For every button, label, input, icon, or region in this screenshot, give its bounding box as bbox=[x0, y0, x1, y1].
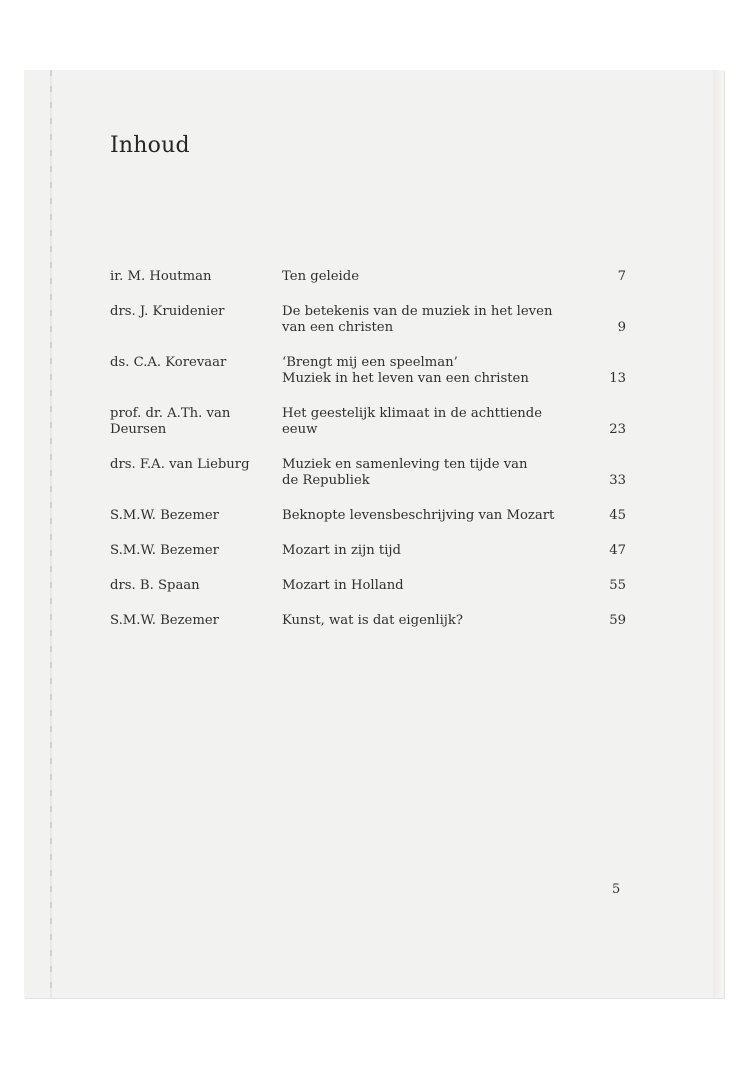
toc-entry bbox=[110, 613, 626, 629]
toc-author bbox=[110, 613, 282, 629]
toc-author-line: drs. J. Kruidenier bbox=[110, 304, 225, 319]
toc-title bbox=[282, 613, 582, 629]
toc-title-line: ‘Brengt mij een speelman’ bbox=[282, 355, 458, 370]
toc-title-line: Mozart in Holland bbox=[282, 578, 404, 593]
toc-author bbox=[110, 543, 282, 559]
toc-author-line: prof. dr. A.Th. van bbox=[110, 406, 231, 421]
toc-title-line: de Republiek bbox=[282, 473, 370, 488]
toc-title-line: Muziek en samenleving ten tijde van bbox=[282, 457, 528, 472]
toc-title-line: Muziek in het leven van een christen bbox=[282, 371, 529, 386]
toc-author bbox=[110, 304, 282, 320]
toc-title-line: De betekenis van de muziek in het leven bbox=[282, 304, 553, 319]
toc-title-line: van een christen bbox=[282, 320, 394, 335]
toc-page-number: 7 bbox=[617, 269, 626, 284]
toc-entry bbox=[110, 355, 626, 387]
toc-title bbox=[282, 406, 582, 438]
toc-title bbox=[282, 355, 582, 387]
binding-stitches bbox=[50, 70, 52, 998]
toc-author bbox=[110, 457, 282, 473]
toc-author-line: S.M.W. Bezemer bbox=[110, 543, 219, 558]
toc-page-number: 33 bbox=[609, 473, 626, 488]
toc-title-line: Het geestelijk klimaat in de achttiende bbox=[282, 406, 543, 421]
toc-entry bbox=[110, 304, 626, 336]
toc-title-line: Kunst, wat is dat eigenlijk? bbox=[282, 613, 463, 628]
toc-entry bbox=[110, 406, 626, 438]
toc-author bbox=[110, 578, 282, 594]
toc-title bbox=[282, 304, 582, 336]
toc-page-number: 59 bbox=[609, 613, 626, 628]
toc-title bbox=[282, 578, 582, 594]
toc-page-number: 45 bbox=[609, 508, 626, 523]
toc-title bbox=[282, 508, 582, 524]
page-title: Inhoud bbox=[110, 132, 190, 158]
toc-author-line: drs. B. Spaan bbox=[110, 578, 200, 593]
toc-title-line: eeuw bbox=[282, 422, 318, 437]
toc-page-number: 47 bbox=[609, 543, 626, 558]
toc-author-line: ds. C.A. Korevaar bbox=[110, 355, 227, 370]
toc-entry bbox=[110, 578, 626, 594]
toc-title bbox=[282, 543, 582, 559]
toc-title-line: Mozart in zijn tijd bbox=[282, 543, 401, 558]
toc-author-line: Deursen bbox=[110, 422, 167, 437]
toc-author bbox=[110, 508, 282, 524]
toc-page-number: 23 bbox=[609, 422, 626, 437]
toc-entry bbox=[110, 269, 626, 285]
toc-entry bbox=[110, 457, 626, 489]
toc-author bbox=[110, 355, 282, 371]
toc-author-line: S.M.W. Bezemer bbox=[110, 613, 219, 628]
toc-title-line: Ten geleide bbox=[282, 269, 359, 284]
toc-page-number: 13 bbox=[609, 371, 626, 386]
table-of-contents bbox=[110, 269, 626, 648]
toc-title bbox=[282, 269, 582, 285]
toc-author-line: drs. F.A. van Lieburg bbox=[110, 457, 250, 472]
toc-entry bbox=[110, 508, 626, 524]
page-number: 5 bbox=[612, 882, 621, 897]
toc-author-line: ir. M. Houtman bbox=[110, 269, 212, 284]
toc-page-number: 9 bbox=[617, 320, 626, 335]
toc-title-line: Beknopte levensbeschrijving van Mozart bbox=[282, 508, 555, 523]
toc-author-line: S.M.W. Bezemer bbox=[110, 508, 219, 523]
toc-title bbox=[282, 457, 582, 489]
toc-page-number: 55 bbox=[609, 578, 626, 593]
toc-author bbox=[110, 406, 282, 438]
toc-author bbox=[110, 269, 282, 285]
page-edge bbox=[713, 70, 724, 998]
toc-entry bbox=[110, 543, 626, 559]
